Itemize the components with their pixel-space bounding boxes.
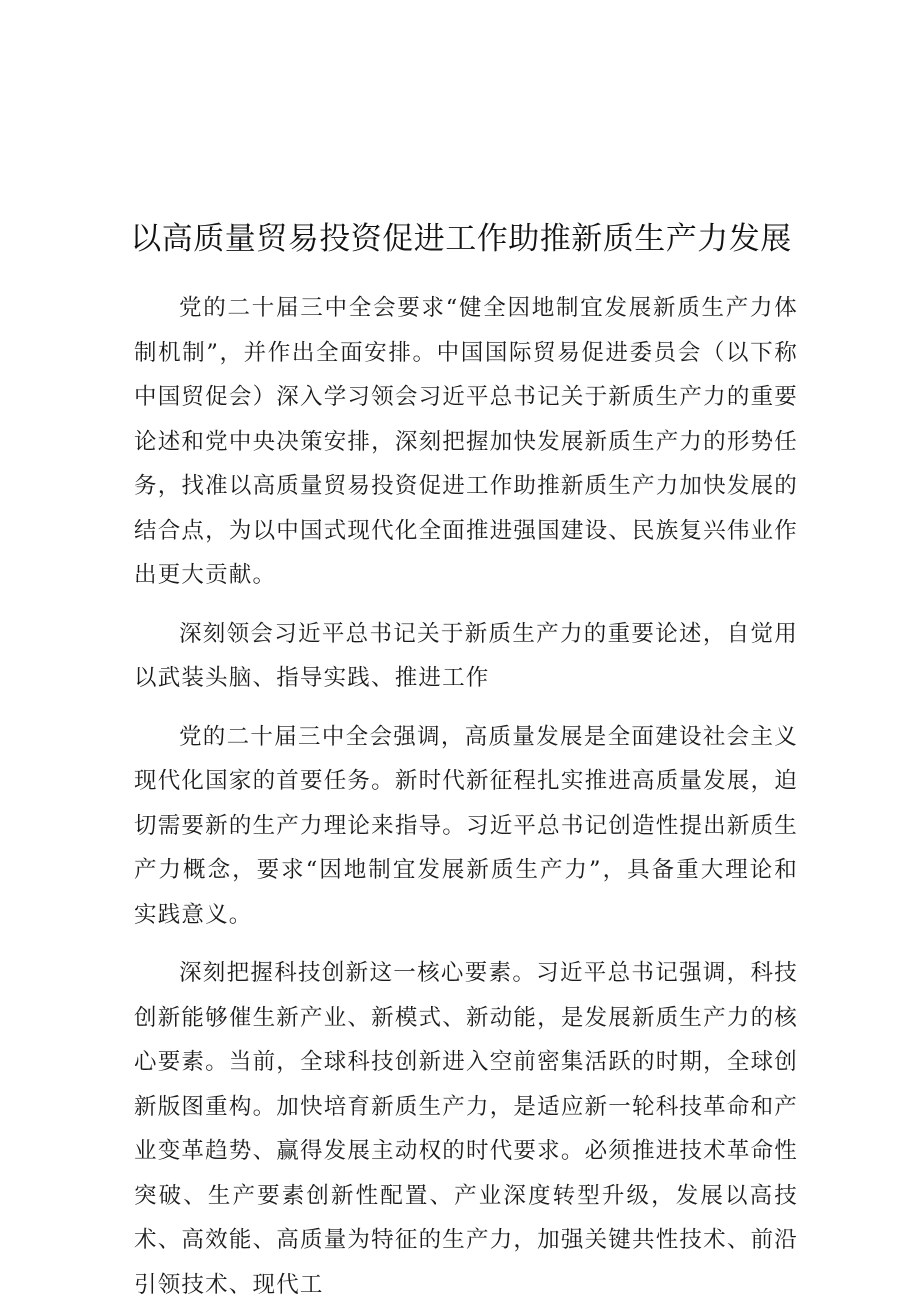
paragraph-1: 党的二十届三中全会要求“健全因地制宜发展新质生产力体制机制”，并作出全面安排。中国国际贸易促进委员会（以下称中国贸促会）深入学习领会习近平总书记关于新质生产力的重要论述和党中央决策安排，深刻把握加快发展新质生产力的形势任务，找准以高质量贸易投资促进工作助推新质生产力加快发展的结合点，为以中国式现代化全面推进强国建设、民族复兴伟业作出更大贡献。 — [134, 295, 798, 588]
paragraph-2-section-heading: 深刻领会习近平总书记关于新质生产力的重要论述，自觉用以武装头脑、指导实践、推进工作 — [134, 620, 798, 691]
paragraph-4: 深刻把握科技创新这一核心要素。习近平总书记强调，科技创新能够催生新产业、新模式、新动能，是发展新质生产力的核心要素。当前，全球科技创新进入空前密集活跃的时期，全球创新版图重构。加快培育新质生产力，是适应新一轮科技革命和产业变革趋势、赢得发展主动权的时代要求。必须推进技术革命性突破、生产要素创新性配置、产业深度转型升级，发展以高技术、高效能、高质量为特征的生产力，加强关键共性技术、前沿引领技术、现代工 — [134, 960, 798, 1298]
paragraph-3: 党的二十届三中全会强调，高质量发展是全面建设社会主义现代化国家的首要任务。新时代新征程扎实推进高质量发展，迫切需要新的生产力理论来指导。习近平总书记创造性提出新质生产力概念，要求“因地制宜发展新质生产力”，具备重大理论和实践意义。 — [134, 723, 798, 928]
document-body — [134, 286, 798, 1307]
document-title: 以高质量贸易投资促进工作助推新质生产力发展 — [130, 220, 792, 257]
